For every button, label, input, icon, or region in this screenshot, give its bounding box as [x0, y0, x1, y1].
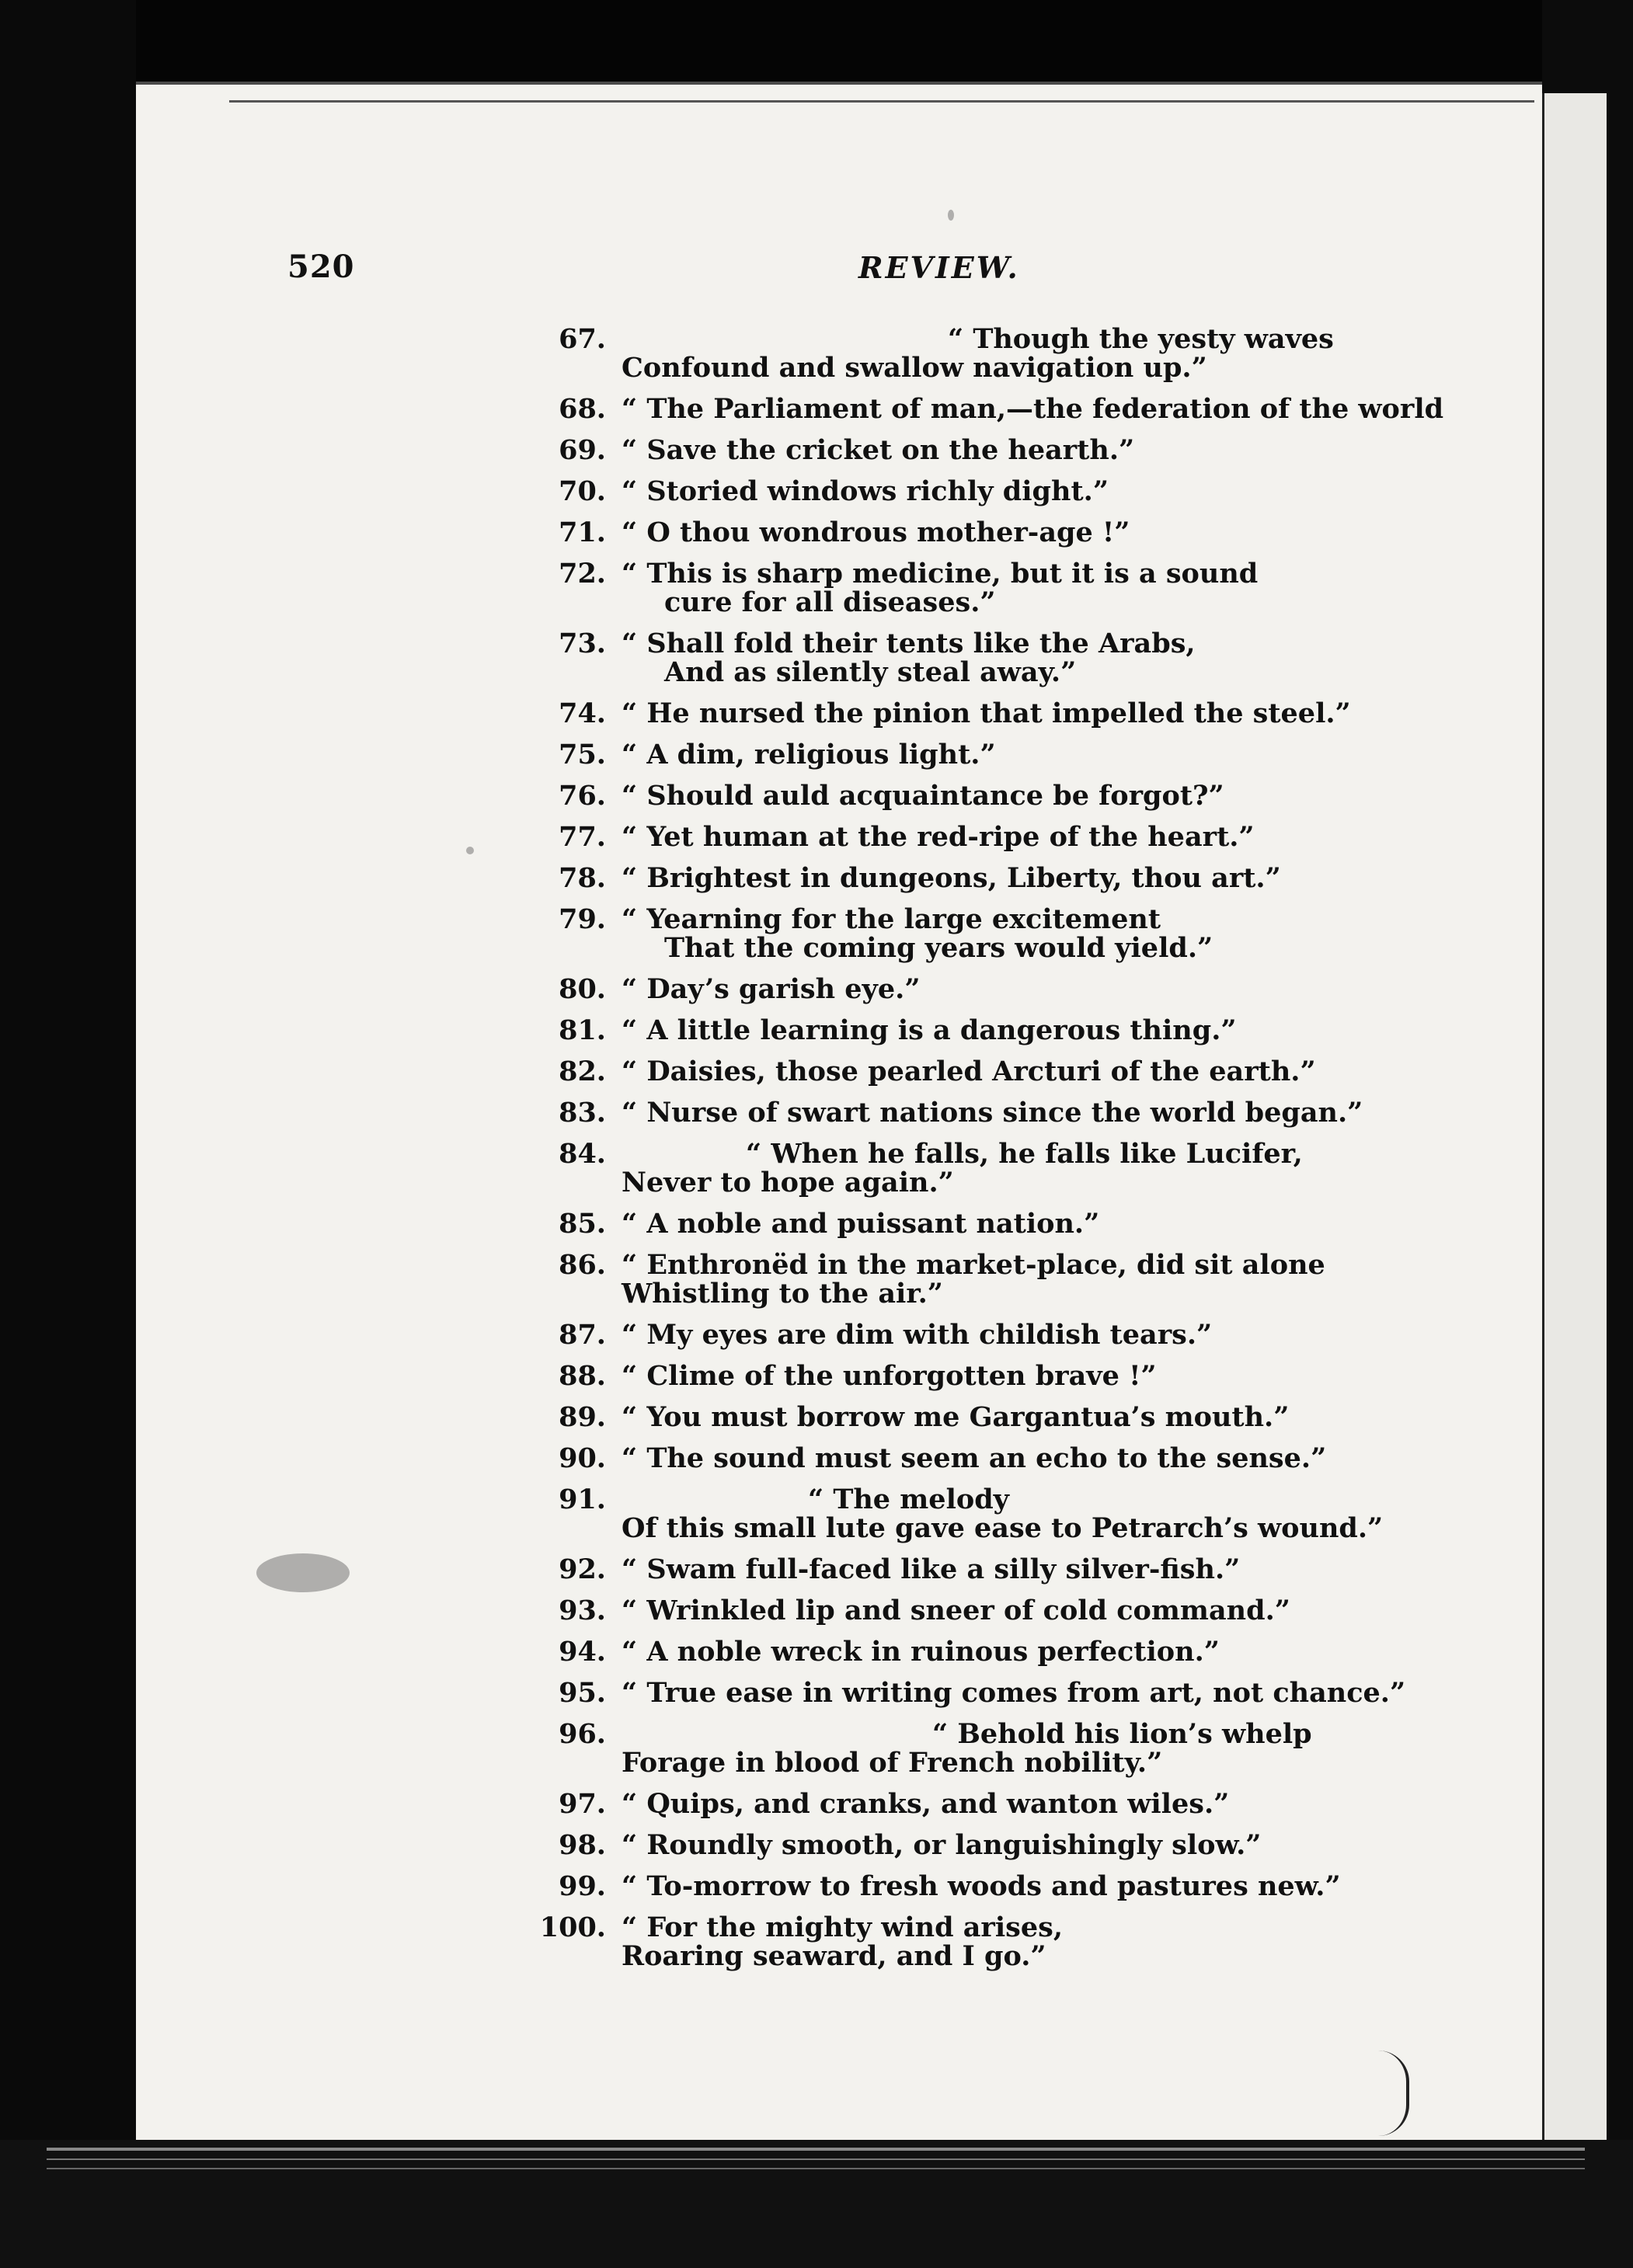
pencil-mark	[1336, 2051, 1409, 2136]
entry-line: “ Behold his lion’s whelp	[932, 1718, 1312, 1750]
entry-number: 73.	[559, 628, 606, 659]
entry-line: “ When he falls, he falls like Lucifer,	[746, 1138, 1303, 1170]
entry-number: 82.	[559, 1056, 606, 1087]
entry-line: “ Yearning for the large excitement	[622, 903, 1161, 935]
entry-number: 90.	[559, 1442, 606, 1474]
entry-number: 67.	[559, 323, 606, 355]
quotation-entry	[528, 325, 1422, 382]
quotation-entry	[528, 1057, 1422, 1086]
quotation-entry	[528, 1790, 1422, 1818]
running-head: REVIEW.	[858, 250, 1020, 285]
quotation-entry	[528, 1444, 1422, 1473]
quotation-entry	[528, 477, 1422, 506]
page-number: 520	[287, 249, 355, 285]
entry-number: 97.	[559, 1788, 606, 1820]
entry-line: “ A dim, religious light.”	[622, 739, 996, 770]
entry-number: 75.	[559, 739, 606, 770]
quotation-entry	[528, 1098, 1422, 1127]
entry-line: Forage in blood of French nobility.”	[622, 1747, 1163, 1779]
quotation-entry	[528, 1362, 1422, 1390]
entry-number: 76.	[559, 780, 606, 812]
entry-number: 91.	[559, 1484, 606, 1515]
entry-number: 78.	[559, 862, 606, 894]
scan-top-border	[0, 0, 1633, 85]
quotation-entry	[528, 975, 1422, 1004]
quotation-entry	[528, 559, 1422, 617]
entry-line: And as silently steal away.”	[664, 656, 1077, 688]
quotation-entry	[528, 1139, 1422, 1197]
quotation-entry	[528, 1320, 1422, 1349]
quotation-entry	[528, 1016, 1422, 1045]
entry-number: 96.	[559, 1718, 606, 1750]
entry-number: 81.	[559, 1014, 606, 1046]
entry-line: “ The sound must seem an echo to the sense.”	[622, 1442, 1327, 1474]
quotation-entry	[528, 1720, 1422, 1777]
entry-line: Roaring seaward, and I go.”	[622, 1940, 1046, 1972]
quotation-list	[528, 323, 1444, 1983]
quotation-entry	[528, 905, 1422, 962]
quotation-entry	[528, 699, 1422, 728]
entry-number: 80.	[559, 973, 606, 1005]
entry-line: “ Quips, and cranks, and wanton wiles.”	[622, 1788, 1230, 1820]
entry-number: 69.	[559, 434, 606, 466]
entry-line: cure for all diseases.”	[664, 586, 996, 618]
quotation-entry	[528, 629, 1422, 687]
entry-line: “ Enthronëd in the market-place, did sit alone	[622, 1249, 1325, 1281]
facing-page-edge	[1542, 93, 1607, 2159]
entry-line: “ The Parliament of man,—the federation of the world	[622, 393, 1444, 425]
entry-line: “ Though the yesty waves	[948, 323, 1334, 355]
entry-line: “ Swam full-faced like a silly silver-fish.”	[622, 1553, 1241, 1585]
scan-left-border	[0, 0, 136, 2268]
page-top-rule	[229, 100, 1534, 103]
entry-line: “ Save the cricket on the hearth.”	[622, 434, 1135, 466]
entry-line: “ You must borrow me Gargantua’s mouth.”	[622, 1401, 1290, 1433]
quotation-entry	[528, 1831, 1422, 1859]
entry-line: “ True ease in writing comes from art, not chance.”	[622, 1677, 1406, 1709]
quotation-entry	[528, 1913, 1422, 1971]
entry-line: “ Day’s garish eye.”	[622, 973, 921, 1005]
bottom-rule	[47, 2168, 1585, 2169]
entry-number: 89.	[559, 1401, 606, 1433]
entry-line: “ Brightest in dungeons, Liberty, thou art.”	[622, 862, 1281, 894]
entry-line: “ To-morrow to fresh woods and pastures new.”	[622, 1870, 1341, 1902]
quotation-entry	[528, 740, 1422, 769]
entry-line: “ Clime of the unforgotten brave !”	[622, 1360, 1157, 1392]
entry-line: Never to hope again.”	[622, 1167, 954, 1198]
scan-speck	[948, 210, 954, 221]
entry-number: 85.	[559, 1208, 606, 1240]
quotation-entry	[528, 393, 1444, 425]
entry-line: “ A noble and puissant nation.”	[622, 1208, 1100, 1240]
entry-line: Confound and swallow navigation up.”	[622, 352, 1207, 384]
entry-number: 71.	[559, 517, 606, 548]
entry-line: “ Storied windows richly dight.”	[622, 475, 1109, 507]
entry-line: Whistling to the air.”	[622, 1278, 943, 1310]
quotation-entry	[528, 823, 1422, 851]
entry-line: “ Roundly smooth, or languishingly slow.”	[622, 1829, 1262, 1861]
entry-number: 92.	[559, 1553, 606, 1585]
entry-line: “ Shall fold their tents like the Arabs,	[622, 628, 1196, 659]
entry-number: 99.	[559, 1870, 606, 1902]
entry-number: 98.	[559, 1829, 606, 1861]
entry-line: “ O thou wondrous mother-age !”	[622, 517, 1130, 548]
quotation-entry	[528, 1678, 1422, 1707]
entry-number: 87.	[559, 1319, 606, 1351]
entry-number: 100.	[539, 1911, 606, 1943]
entry-line: “ This is sharp medicine, but it is a sound	[622, 558, 1259, 590]
entry-line: “ A noble wreck in ruinous perfection.”	[622, 1636, 1220, 1668]
scan-bottom-border	[0, 2140, 1633, 2268]
entry-line: “ Nurse of swart nations since the world began.”	[622, 1097, 1363, 1129]
entry-line: “ The melody	[808, 1484, 1010, 1515]
quotation-entry	[528, 1555, 1422, 1584]
quotation-entry	[528, 436, 1422, 464]
entry-number: 84.	[559, 1138, 606, 1170]
entry-line: “ Should auld acquaintance be forgot?”	[622, 780, 1224, 812]
quotation-entry	[528, 1596, 1422, 1625]
entry-number: 79.	[559, 903, 606, 935]
entry-line: “ A little learning is a dangerous thing.”	[622, 1014, 1237, 1046]
entry-line: “ He nursed the pinion that impelled the steel.”	[622, 697, 1351, 729]
quotation-entry	[528, 1251, 1422, 1308]
quotation-entry	[528, 1485, 1422, 1543]
scan-speck	[466, 847, 474, 854]
scan-speck	[256, 1553, 350, 1592]
quotation-entry	[528, 1637, 1422, 1666]
entry-number: 94.	[559, 1636, 606, 1668]
bottom-rule	[47, 2148, 1585, 2151]
quotation-entry	[528, 781, 1422, 810]
entry-line: Of this small lute gave ease to Petrarch’s wound.”	[622, 1512, 1384, 1544]
entry-number: 72.	[559, 558, 606, 590]
quotation-entry	[528, 1403, 1422, 1431]
entry-line: “ Yet human at the red-ripe of the heart.”	[622, 821, 1255, 853]
entry-number: 70.	[559, 475, 606, 507]
quotation-entry	[528, 1209, 1422, 1238]
entry-number: 83.	[559, 1097, 606, 1129]
entry-number: 93.	[559, 1595, 606, 1626]
entry-line: “ My eyes are dim with childish tears.”	[622, 1319, 1213, 1351]
quotation-entry	[528, 518, 1422, 547]
entry-number: 68.	[559, 393, 606, 425]
entry-number: 95.	[559, 1677, 606, 1709]
quotation-entry	[528, 1872, 1422, 1901]
entry-number: 86.	[559, 1249, 606, 1281]
entry-number: 74.	[559, 697, 606, 729]
entry-number: 88.	[559, 1360, 606, 1392]
entry-line: “ Daisies, those pearled Arcturi of the earth.”	[622, 1056, 1316, 1087]
quotation-entry	[528, 864, 1422, 892]
entry-line: That the coming years would yield.”	[664, 932, 1213, 964]
entry-number: 77.	[559, 821, 606, 853]
bottom-rule	[47, 2158, 1585, 2160]
entry-line: “ For the mighty wind arises,	[622, 1911, 1064, 1943]
entry-line: “ Wrinkled lip and sneer of cold command.”	[622, 1595, 1290, 1626]
